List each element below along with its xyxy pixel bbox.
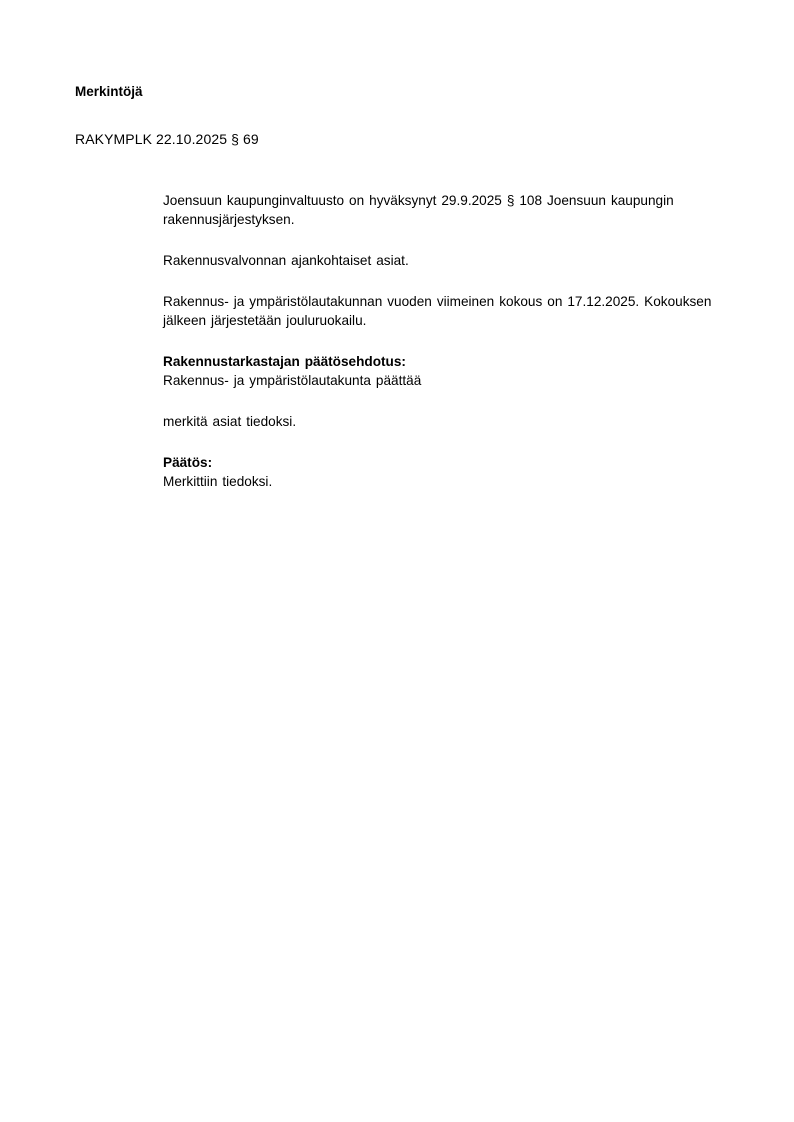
decision-body: Merkittiin tiedoksi. [163, 474, 273, 490]
document-body [75, 83, 724, 491]
paragraph-building-ordinance: Joensuun kaupunginvaltuusto on hyväksynyt 29.9.2025 § 108 Joensuun kaupungin rakennusjärjestyksen. [163, 193, 674, 228]
paragraph-last-meeting: Rakennus- ja ympäristölautakunnan vuoden viimeinen kokous on 17.12.2025. Kokouksen jälkeen järjestetään jouluruokailu. [163, 294, 712, 329]
meeting-reference: RAKYMPLK 22.10.2025 § 69 [75, 131, 259, 148]
decision-title: Päätös: [163, 455, 213, 471]
proposal-action: merkitä asiat tiedoksi. [163, 414, 297, 430]
page-title: Merkintöjä [75, 84, 143, 99]
content-block [163, 191, 724, 491]
proposal-title: Rakennustarkastajan päätösehdotus: [163, 354, 406, 370]
paragraph-current-affairs: Rakennusvalvonnan ajankohtaiset asiat. [163, 253, 409, 269]
proposal-body: Rakennus- ja ympäristölautakunta päättää [163, 373, 422, 389]
